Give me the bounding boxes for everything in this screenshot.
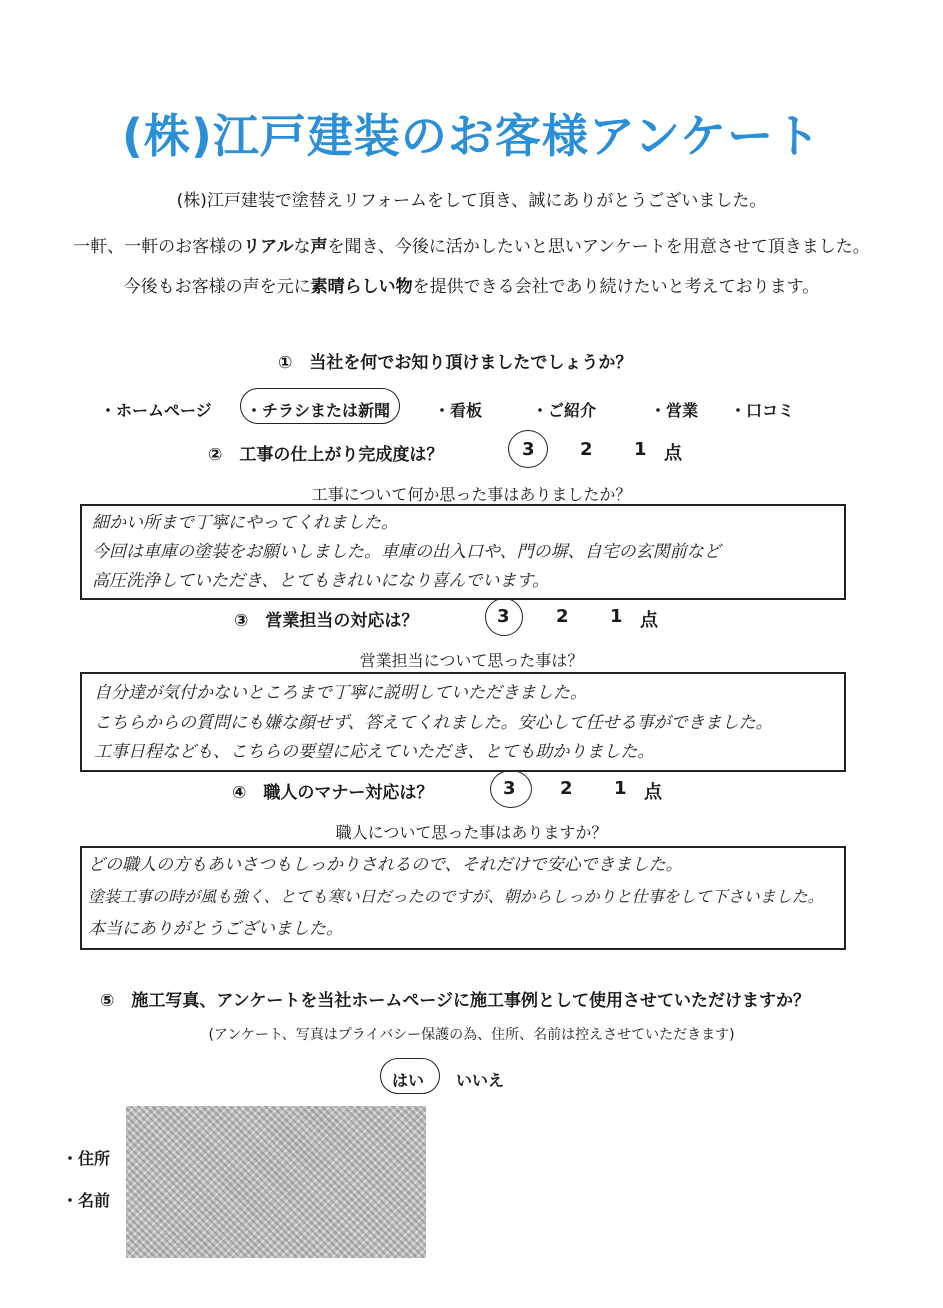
q2-comment-box xyxy=(80,504,846,600)
address-label: ・住所 xyxy=(62,1149,111,1168)
intro-text: 一軒、一軒のお客様の xyxy=(73,237,244,257)
q1-label: ① 当社を何でお知り頂けましたでしょうか？ xyxy=(278,353,633,373)
intro-line-3 xyxy=(0,272,943,297)
q5-option-no[interactable]: いいえ xyxy=(456,1071,505,1090)
q4-comment-box xyxy=(80,846,846,950)
q3-comment-box xyxy=(80,672,846,772)
q2-unit: 点 xyxy=(664,443,682,464)
q1-option-word-of-mouth[interactable]: ・口コミ xyxy=(730,401,795,420)
q2-comment-line: 高圧洗浄していただき、とてもきれいになり喜んでいます。 xyxy=(92,571,549,591)
q1-selection-circle xyxy=(240,388,400,424)
intro-text: な xyxy=(293,237,311,257)
q2-comment-line: 今回は車庫の塗装をお願いしました。車庫の出入口や、門の塀、自宅の玄関前など xyxy=(92,542,721,562)
q4-score-2[interactable]: 2 xyxy=(560,778,573,799)
q5-note: (アンケート、写真はプライバシー保護の為、住所、名前は控えさせていただきます) xyxy=(208,1027,735,1043)
q1-option-signboard[interactable]: ・看板 xyxy=(434,401,483,420)
redacted-personal-info xyxy=(126,1106,426,1258)
intro-line-2 xyxy=(0,232,943,257)
q2-comment-line: 細かい所まで丁寧にやってくれました。 xyxy=(92,513,398,533)
q4-unit: 点 xyxy=(644,782,662,803)
q2-label: ② 工事の仕上がり完成度は？ xyxy=(208,445,444,465)
q3-score-1[interactable]: 1 xyxy=(610,606,623,627)
intro-line-1: (株)江戸建装で塗替えリフォームをして頂き、誠にありがとうございました。 xyxy=(176,191,767,211)
q5-label: ⑤ 施工写真、アンケートを当社ホームページに施工事例として使用させていただけますか？ xyxy=(100,991,811,1011)
q4-comment-line: どの職人の方もあいさつもしっかりされるので、それだけで安心できました。 xyxy=(88,855,683,875)
intro-text: 今後もお客様の声を元に xyxy=(123,277,311,297)
q2-score-2[interactable]: 2 xyxy=(580,439,593,460)
q4-comment-line: 本当にありがとうございました。 xyxy=(88,919,343,939)
q1-option-referral[interactable]: ・ご紹介 xyxy=(532,401,597,420)
q3-label: ③ 営業担当の対応は？ xyxy=(234,611,419,631)
q5-option-yes[interactable]: はい xyxy=(392,1071,425,1090)
title-main: 江戸建装のお客様アンケート xyxy=(212,109,822,163)
q2-comment-prompt: 工事について何か思った事はありましたか？ xyxy=(311,485,632,504)
q4-selection-circle xyxy=(490,770,532,808)
intro-emphasis: 素晴らしい物 xyxy=(310,277,413,297)
q3-unit: 点 xyxy=(640,610,658,631)
q2-selection-circle xyxy=(508,430,548,468)
q1-option-homepage[interactable]: ・ホームページ xyxy=(100,401,212,420)
q4-comment-line: 塗装工事の時が風も強く、とても寒い日だったのですが、朝からしっかりと仕事をして下さいました。 xyxy=(88,887,824,906)
intro-emphasis: 声 xyxy=(310,237,328,257)
q1-option-sales[interactable]: ・営業 xyxy=(650,401,699,420)
q3-comment-prompt: 営業担当について思った事は？ xyxy=(359,651,584,670)
q3-comment-line: こちらからの質問にも嫌な顔せず、答えてくれました。安心して任せる事ができました。 xyxy=(94,713,773,733)
intro-text: を聞き、今後に活かしたいと思いアンケートを用意させて頂きました。 xyxy=(327,237,870,257)
q4-label: ④ 職人のマナー対応は？ xyxy=(232,783,434,803)
q3-score-3[interactable]: 3 xyxy=(497,606,510,627)
q3-comment-line: 工事日程なども、こちらの要望に応えていただき、とても助かりました。 xyxy=(94,742,655,762)
q3-score-2[interactable]: 2 xyxy=(556,606,569,627)
name-label: ・名前 xyxy=(62,1191,111,1210)
q5-selection-circle xyxy=(380,1058,440,1094)
page-title xyxy=(0,100,943,166)
q3-selection-circle xyxy=(485,598,523,636)
q4-score-3[interactable]: 3 xyxy=(503,778,516,799)
q4-score-1[interactable]: 1 xyxy=(614,778,627,799)
title-prefix: (株) xyxy=(121,109,213,163)
q3-comment-line: 自分達が気付かないところまで丁寧に説明していただきました。 xyxy=(94,683,587,703)
q4-comment-prompt: 職人について思った事はありますか？ xyxy=(335,823,608,842)
q2-score-1[interactable]: 1 xyxy=(634,439,647,460)
q1-option-flyer[interactable]: ・チラシまたは新聞 xyxy=(246,401,391,420)
intro-text: を提供できる会社であり続けたいと考えております。 xyxy=(412,277,820,297)
q2-score-3[interactable]: 3 xyxy=(522,439,535,460)
intro-emphasis: リアル xyxy=(243,237,294,257)
